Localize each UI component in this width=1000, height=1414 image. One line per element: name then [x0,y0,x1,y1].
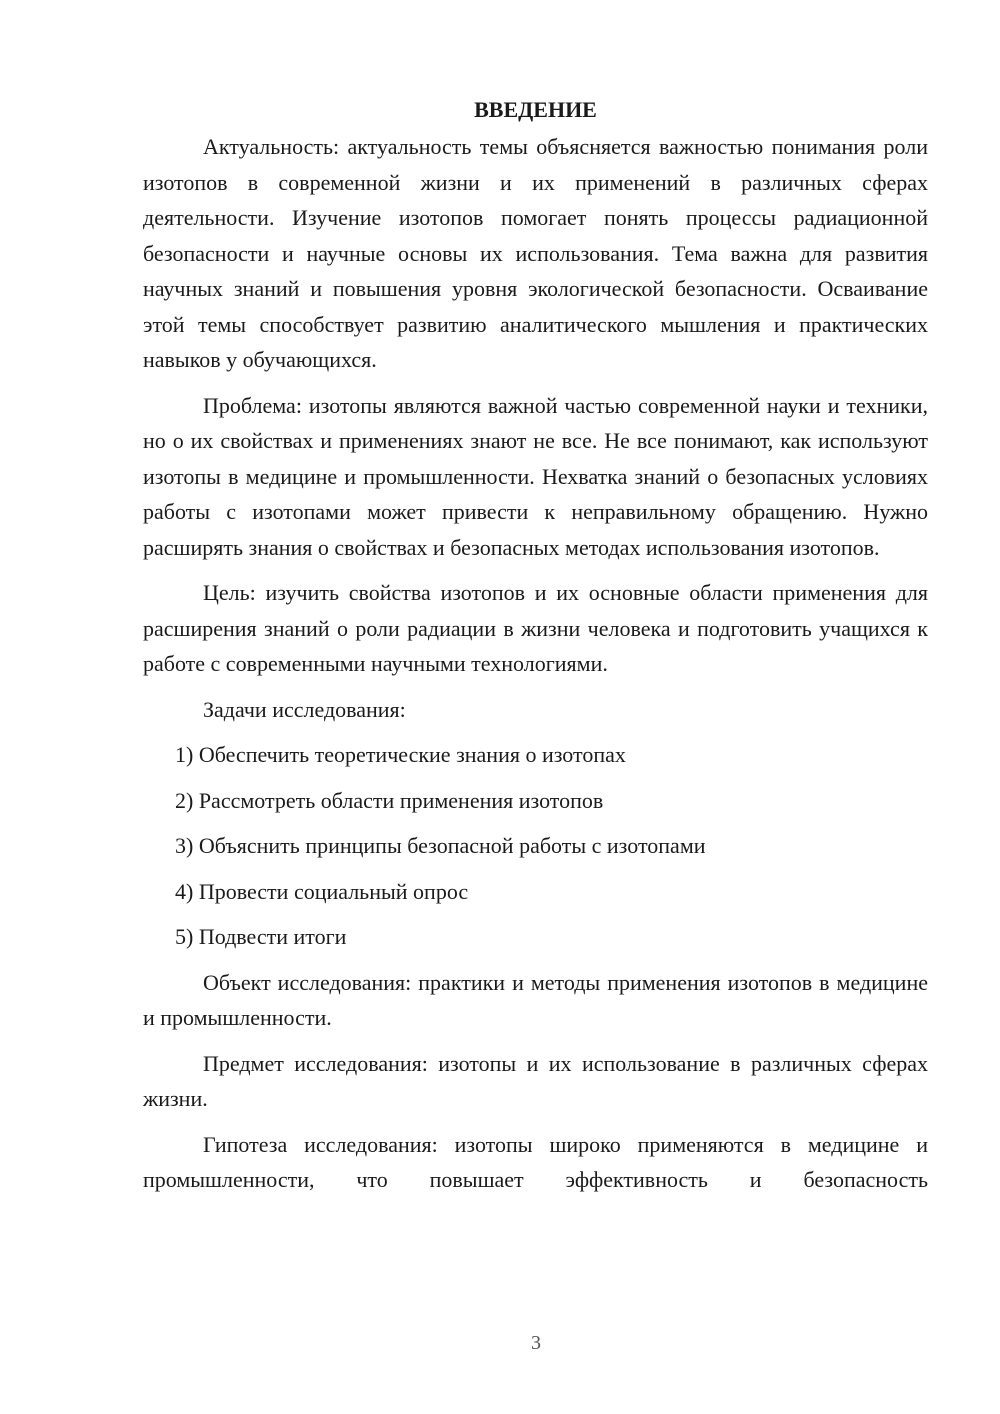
tasks-list [143,737,928,955]
object-paragraph: Объект исследования: практики и методы применения изотопов в медицине и промышленности. [143,969,928,1030]
tasks-heading: Задачи исследования: [203,696,406,722]
task-item-3: 3) Объяснить принципы безопасной работы с изотопами [175,833,706,858]
relevance-paragraph: Актуальность: актуальность темы объясняется важностью понимания роли изотопов в современной жизни и их применений в различных сферах деятельности. Изучение изотопов помогает понять процессы радиационной безопасности и научные основы их использования. Тема важна для развития научных знаний и повышения уровня экологической безопасности. Осваивание этой темы способствует развитию аналитического мышления и практических навыков у обучающихся. [143,134,928,372]
hypothesis-paragraph: Гипотеза исследования: изотопы широко применяются в медицине и промышленности, что повышает эффективность и безопасность [143,1131,928,1192]
problem-paragraph: Проблема: изотопы являются важной частью современной науки и техники, но о их свойствах и применениях знают не все. Не все понимают, как используют изотопы в медицине и промышленности. Нехватка знаний о безопасных условиях работы с изотопами может привести к неправильному обращению. Нужно расширять знания о свойствах и безопасных методах использования изотопов. [143,392,928,560]
page-content [143,92,928,1208]
task-item-5: 5) Подвести итоги [175,924,347,949]
page-title: ВВЕДЕНИЕ [474,97,597,122]
subject-paragraph: Предмет исследования: изотопы и их использование в различных сферах жизни. [143,1050,928,1111]
page-number: 3 [531,1332,541,1354]
task-item-4: 4) Провести социальный опрос [175,878,469,904]
goal-paragraph: Цель: изучить свойства изотопов и их основные области применения для расширения знаний о роли радиации в жизни человека и подготовить учащихся к работе с современными научными технологиями. [143,580,928,676]
task-item-2: 2) Рассмотреть области применения изотопов [175,787,604,813]
task-item-1: 1) Обеспечить теоретические знания о изотопах [175,742,626,767]
